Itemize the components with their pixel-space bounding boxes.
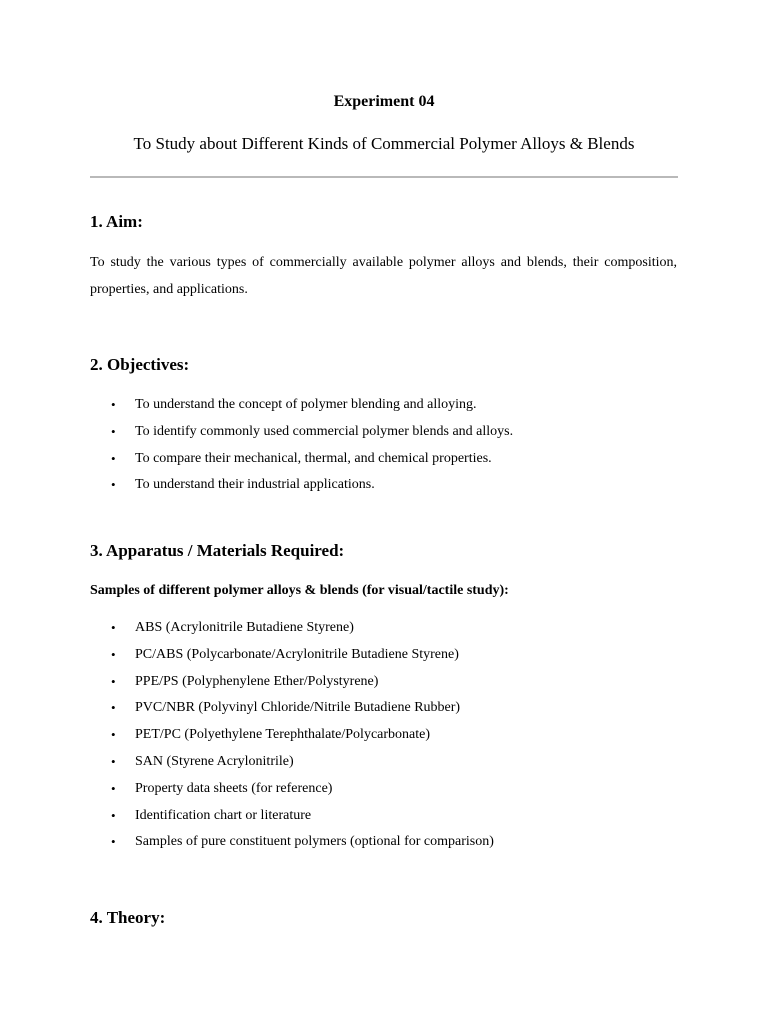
list-item-text: To understand the concept of polymer blending and alloying.	[135, 397, 477, 412]
bullet-icon: •	[111, 620, 116, 635]
list-item	[90, 695, 494, 722]
aim-text: To study the various types of commercially available polymer alloys and blends, their composition, properties, and applications.	[90, 255, 677, 297]
aim-heading: 1. Aim:	[90, 212, 143, 231]
list-item	[90, 722, 494, 749]
apparatus-list	[90, 615, 494, 856]
bullet-icon: •	[111, 753, 116, 769]
list-item	[90, 615, 494, 642]
list-item	[90, 392, 513, 419]
list-item-text: PPE/PS (Polyphenylene Ether/Polystyrene)	[135, 673, 379, 689]
bullet-icon: •	[111, 673, 116, 689]
list-item-text: ABS (Acrylonitrile Butadiene Styrene)	[135, 620, 354, 635]
list-item-text: PET/PC (Polyethylene Terephthalate/Polycarbonate)	[135, 727, 431, 743]
list-item-text: SAN (Styrene Acrylonitrile)	[135, 753, 294, 769]
list-item	[90, 472, 513, 499]
bullet-icon: •	[111, 646, 116, 662]
list-item-text: PVC/NBR (Polyvinyl Chloride/Nitrile Butadiene Rubber)	[135, 700, 461, 716]
bullet-icon: •	[111, 477, 116, 493]
list-item	[90, 749, 494, 776]
list-item-text: PC/ABS (Polycarbonate/Acrylonitrile Butadiene Styrene)	[135, 646, 459, 662]
bullet-icon: •	[111, 700, 116, 716]
bullet-icon: •	[111, 727, 116, 743]
list-item-text: To compare their mechanical, thermal, and chemical properties.	[135, 450, 492, 466]
list-item	[90, 669, 494, 696]
apparatus-heading: 3. Apparatus / Materials Required:	[90, 541, 345, 560]
list-item-text: To identify commonly used commercial polymer blends and alloys.	[135, 423, 514, 439]
list-item-text: Samples of pure constituent polymers (optional for comparison)	[135, 834, 494, 850]
list-item	[90, 419, 513, 446]
list-item-text: Identification chart or literature	[135, 807, 312, 823]
list-item	[90, 829, 494, 856]
bullet-icon: •	[111, 807, 116, 823]
list-item-text: To understand their industrial applications.	[135, 477, 375, 493]
list-item	[90, 803, 494, 830]
horizontal-rule	[90, 176, 678, 178]
bullet-icon: •	[111, 834, 116, 850]
bullet-icon: •	[111, 450, 116, 466]
bullet-icon: •	[111, 423, 116, 439]
bullet-icon: •	[111, 780, 116, 796]
list-item	[90, 446, 513, 473]
list-item	[90, 776, 494, 803]
experiment-number: Experiment 04	[333, 93, 435, 110]
objectives-heading: 2. Objectives:	[90, 355, 190, 374]
bullet-icon: •	[111, 397, 116, 412]
document-title: To Study about Different Kinds of Commercial Polymer Alloys & Blends	[133, 134, 635, 153]
list-item-text: Property data sheets (for reference)	[135, 780, 333, 796]
objectives-list	[90, 392, 513, 499]
list-item	[90, 642, 494, 669]
theory-heading: 4. Theory:	[90, 908, 166, 927]
apparatus-subheading: Samples of different polymer alloys & blends (for visual/tactile study):	[90, 583, 509, 598]
